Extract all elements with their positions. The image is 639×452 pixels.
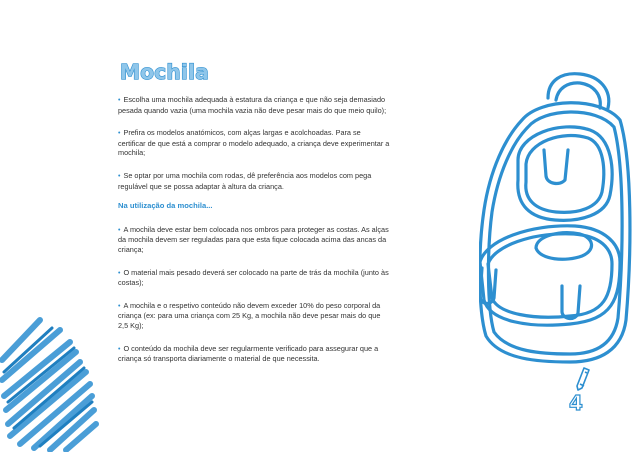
section-subheading: Na utilização da mochila... [118, 201, 213, 211]
list-item: • A mochila deve estar bem colocada nos ombros para proteger as costas. As alças da mochila devem ser reguladas para que esta fique colocada acima das ancas da criança; [118, 224, 389, 254]
content-column [118, 95, 390, 377]
bullet-icon: • [118, 172, 121, 180]
scribble-decoration [0, 300, 100, 452]
list-item: • Se optar por uma mochila com rodas, dê preferência aos modelos com pega regulável que se possa adaptar à altura da criança. [118, 170, 372, 191]
list-item: • A mochila e o respetivo conteúdo não devem exceder 10% do peso corporal da criança (ex: para uma criança com 25 Kg, a mochila não deve pesar mais do que 2,5 Kg); [118, 300, 381, 330]
list-item: • Escolha uma mochila adequada à estatura da criança e que não seja demasiado pesada quando vazia (uma mochila vazia não deve pesar mais do que meio quilo); [118, 95, 387, 115]
list-item: • O conteúdo da mochila deve ser regularmente verificado para assegurar que a criança só transporta diariamente o material de que necessita. [118, 343, 379, 364]
bullet-icon: • [118, 345, 121, 353]
backpack-icon [479, 0, 639, 452]
page-title: Mochila [120, 60, 210, 84]
bullet-icon: • [118, 302, 121, 310]
bullet-icon: • [118, 130, 121, 138]
bullet-icon: • [118, 226, 121, 234]
bullet-icon: • [118, 97, 121, 104]
page-number: 4 [569, 391, 583, 415]
list-item: • O material mais pesado deverá ser colocado na parte de trás da mochila (junto às costas); [118, 267, 389, 288]
list-item: • Prefira os modelos anatómicos, com alças largas e acolchoadas. Para se certificar de que está a comprar o modelo adequado, a criança deve experimentar a mochila; [118, 128, 390, 158]
bullet-icon: • [118, 269, 121, 277]
